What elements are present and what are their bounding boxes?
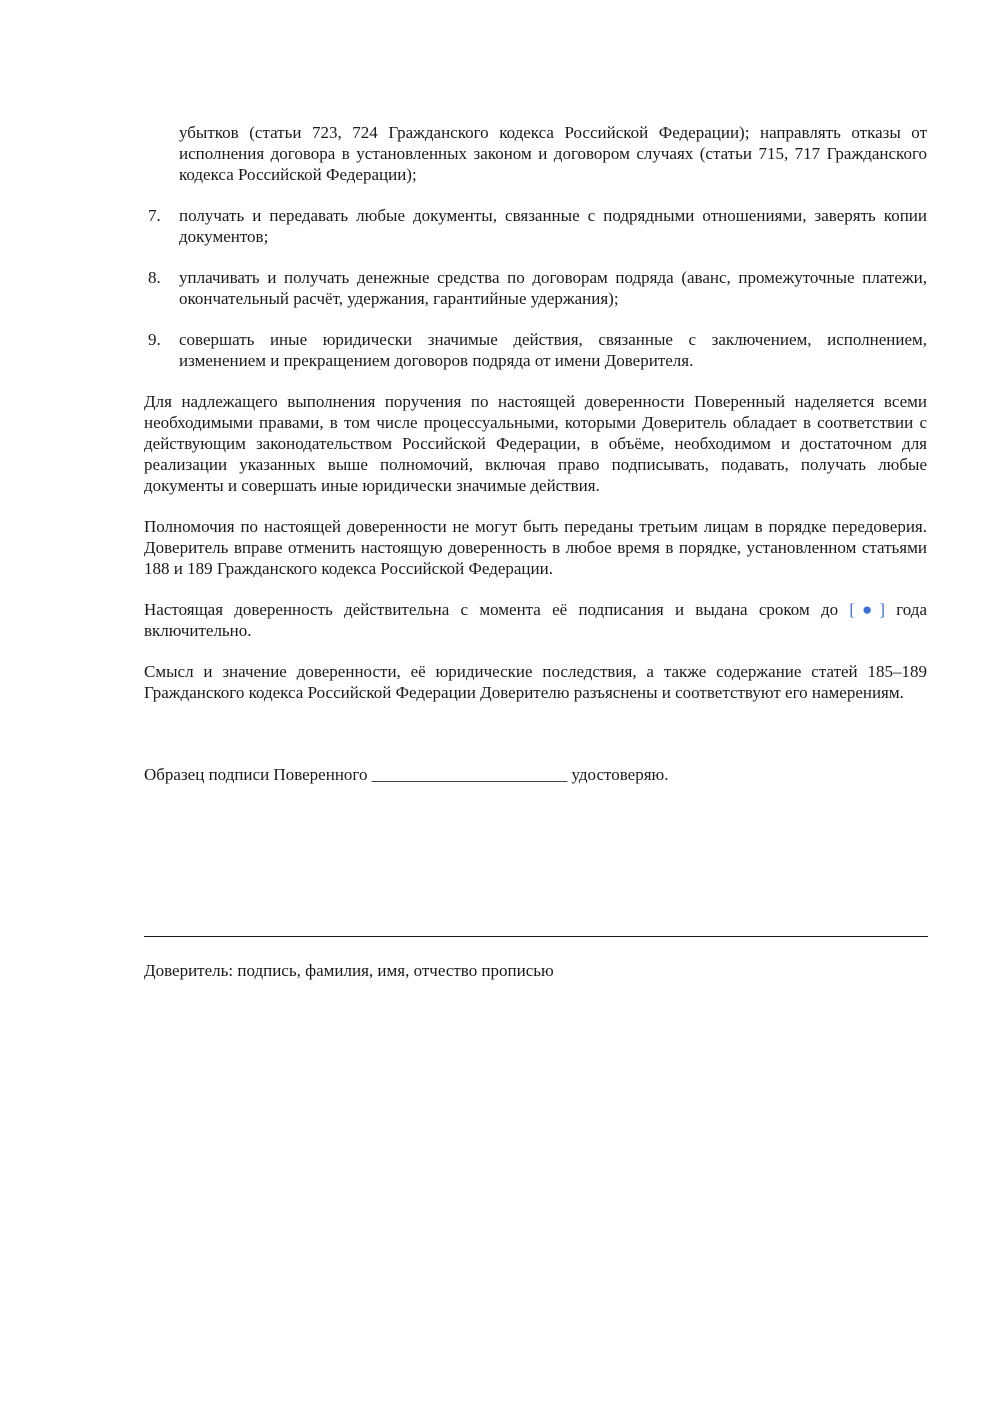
list-item-text: убытков (статьи 723, 724 Гражданского кодекса Российской Федерации); направлять отказы от исполнения договора в установленных законом и договором случаях (статьи 715, 717 Гражданского кодекса Российской Федерации);: [179, 123, 927, 184]
principal-signature-caption: Доверитель: подпись, фамилия, имя, отчество прописью: [144, 961, 554, 980]
list-item-number: 8.: [148, 268, 161, 287]
rights-paragraph: Для надлежащего выполнения поручения по настоящей доверенности Поверенный наделяется всеми необходимыми правами, в том числе процессуальными, которыми Доверитель обладает в соответствии с действующим законодательством Российской Федерации, в объёме, необходимом и достаточном для реализации указанных выше полномочий, включая право подписывать, подавать, получать любые документы и совершать иные юридически значимые действия.: [144, 392, 927, 495]
meaning-paragraph: Смысл и значение доверенности, её юридические последствия, а также содержание статей 185–189 Гражданского кодекса Российской Федерации Доверителю разъяснены и соответствуют его намерениям.: [144, 662, 927, 702]
list-item-text: уплачивать и получать денежные средства по договорам подряда (аванс, промежуточные платежи, окончательный расчёт, удержания, гарантийные удержания);: [179, 268, 927, 308]
signature-rule: [144, 936, 928, 937]
no-transfer-paragraph: Полномочия по настоящей доверенности не могут быть переданы третьим лицам в порядке передоверия. Доверитель вправе отменить настоящую доверенность в любое время в порядке, установленном статьями 188 и 189 Гражданского кодекса Российской Федерации.: [144, 517, 927, 578]
validity-text-before: Настоящая доверенность действительна с момента её подписания и выдана сроком до: [144, 600, 839, 619]
list-item-text: получать и передавать любые документы, связанные с подрядными отношениями, заверять копии документов;: [179, 206, 927, 246]
document-body: [144, 122, 927, 805]
list-item-9: [144, 329, 927, 371]
list-item-7: [144, 205, 927, 247]
validity-paragraph: [144, 599, 927, 641]
list-item-number: 9.: [148, 330, 161, 349]
validity-text-after: года включительно.: [144, 600, 928, 640]
list-item-number: 7.: [148, 206, 161, 225]
list-item-continuation: [144, 122, 927, 185]
validity-date-placeholder: [●]: [849, 600, 885, 619]
list-item-8: [144, 267, 927, 309]
sample-signature-line: Образец подписи Поверенного _______________________ удостоверяю.: [144, 765, 669, 784]
list-item-text: совершать иные юридически значимые действия, связанные с заключением, исполнением, изменением и прекращением договоров подряда от имени Доверителя.: [179, 330, 927, 370]
